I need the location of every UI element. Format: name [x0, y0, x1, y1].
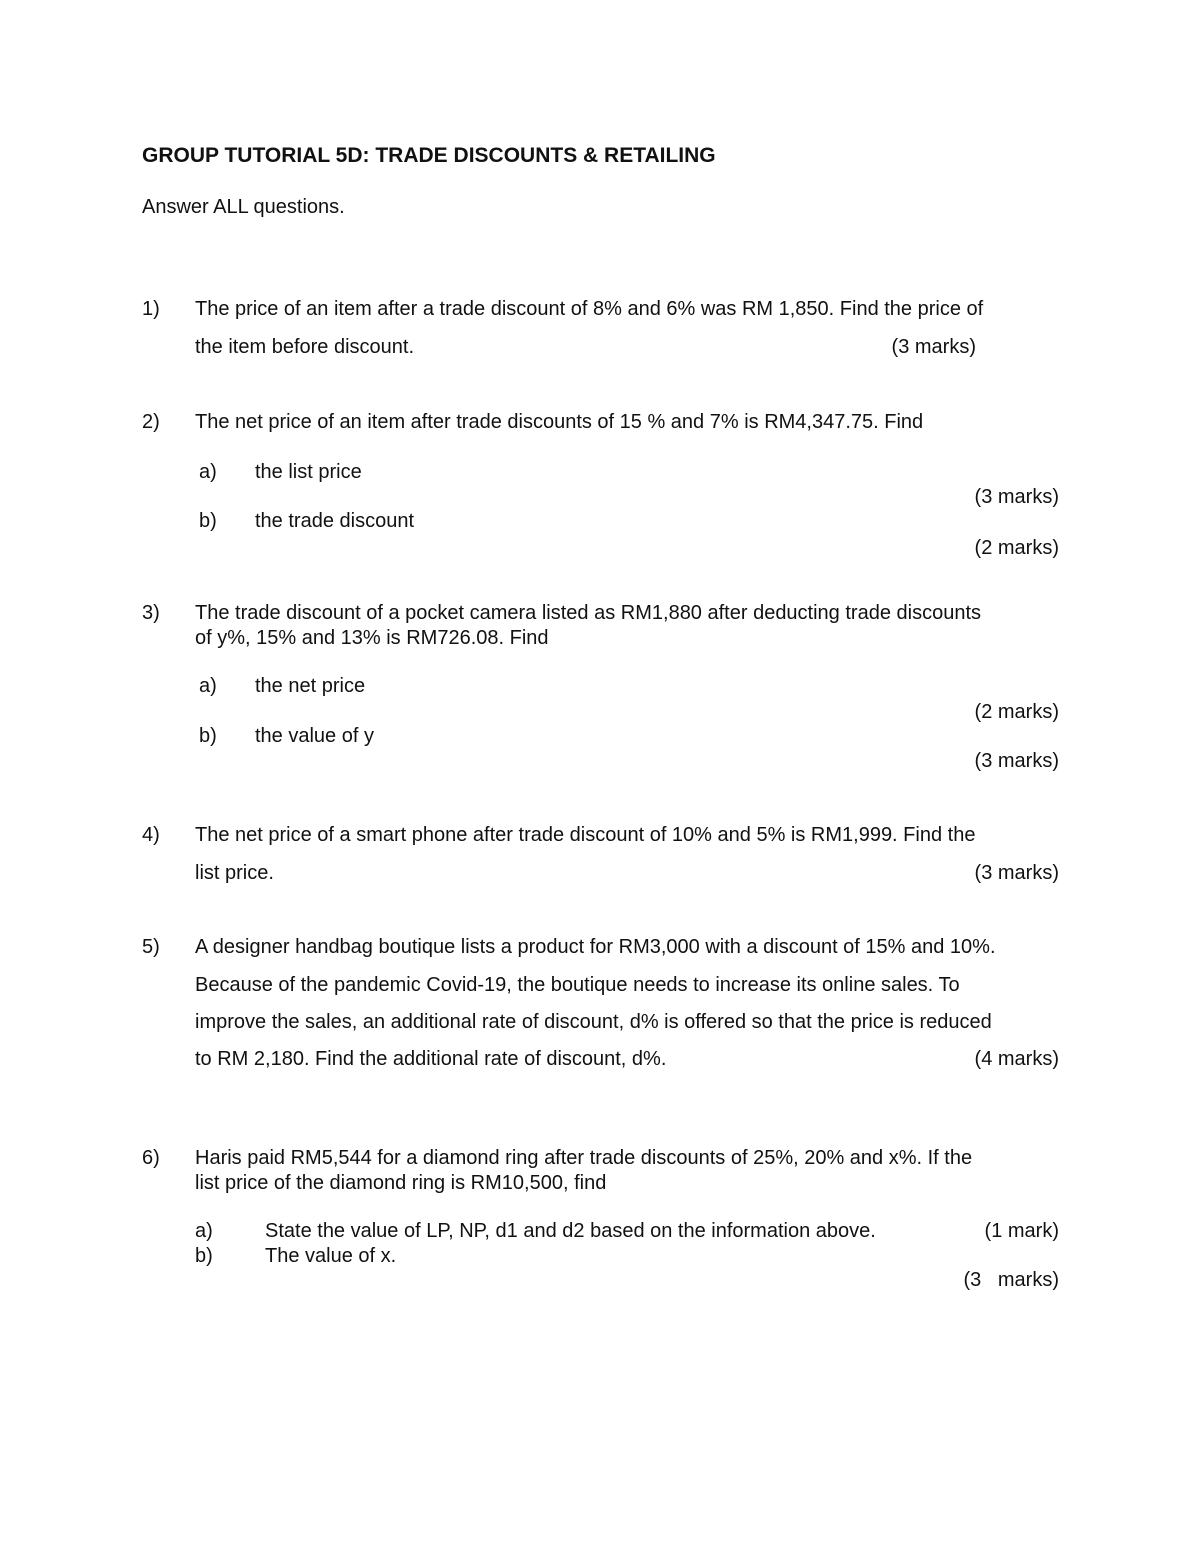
- part-text: State the value of LP, NP, d1 and d2 based on the information above.: [265, 1220, 876, 1242]
- part-label: a): [195, 1220, 213, 1242]
- question-text-line: to RM 2,180. Find the additional rate of discount, d%.: [195, 1048, 667, 1070]
- marks-label: (2 marks): [974, 701, 1059, 723]
- question-text-line: improve the sales, an additional rate of discount, d% is offered so that the price is reduced: [195, 1011, 992, 1033]
- marks-label: (3 marks): [891, 336, 976, 358]
- part-label: a): [199, 461, 217, 483]
- question-text-line: Haris paid RM5,544 for a diamond ring after trade discounts of 25%, 20% and x%. If the: [195, 1147, 973, 1169]
- marks-label: (3 marks): [974, 486, 1059, 508]
- question-number: 2): [142, 411, 160, 433]
- marks-label: (3 marks): [974, 750, 1059, 772]
- part-label: b): [199, 725, 217, 747]
- question-number: 3): [142, 602, 160, 624]
- instruction-text: Answer ALL questions.: [142, 196, 345, 218]
- question-text-line: The trade discount of a pocket camera listed as RM1,880 after deducting trade discounts: [195, 602, 981, 624]
- question-text-line: Because of the pandemic Covid-19, the boutique needs to increase its online sales. To: [195, 974, 960, 996]
- question-text-line: of y%, 15% and 13% is RM726.08. Find: [195, 627, 549, 649]
- marks-label: (3 marks): [963, 1269, 1059, 1291]
- part-text: the net price: [255, 675, 366, 697]
- question-text-line: The net price of a smart phone after trade discount of 10% and 5% is RM1,999. Find the: [195, 824, 976, 846]
- part-label: a): [199, 675, 217, 697]
- part-text: the list price: [255, 461, 362, 483]
- question-text-line: the item before discount.: [195, 336, 415, 358]
- part-label: b): [199, 510, 217, 532]
- marks-label: (3 marks): [974, 862, 1059, 884]
- part-text: The value of x.: [265, 1245, 397, 1267]
- question-text-line: list price of the diamond ring is RM10,500, find: [195, 1172, 607, 1194]
- document-title: GROUP TUTORIAL 5D: TRADE DISCOUNTS & RETAILING: [142, 144, 716, 167]
- part-text: the trade discount: [255, 510, 414, 532]
- question-text-line: The net price of an item after trade discounts of 15 % and 7% is RM4,347.75. Find: [195, 411, 924, 433]
- marks-label: (2 marks): [974, 537, 1059, 559]
- marks-label: (1 mark): [984, 1220, 1059, 1242]
- part-label: b): [195, 1245, 213, 1267]
- question-number: 4): [142, 824, 160, 846]
- question-text-line: A designer handbag boutique lists a product for RM3,000 with a discount of 15% and 10%.: [195, 936, 996, 958]
- question-number: 6): [142, 1147, 160, 1169]
- marks-label: (4 marks): [974, 1048, 1059, 1070]
- question-number: 5): [142, 936, 160, 958]
- question-number: 1): [142, 298, 160, 320]
- part-text: the value of y: [255, 725, 374, 747]
- question-text-line: list price.: [195, 862, 274, 884]
- question-text-line: The price of an item after a trade discount of 8% and 6% was RM 1,850. Find the price of: [195, 298, 984, 320]
